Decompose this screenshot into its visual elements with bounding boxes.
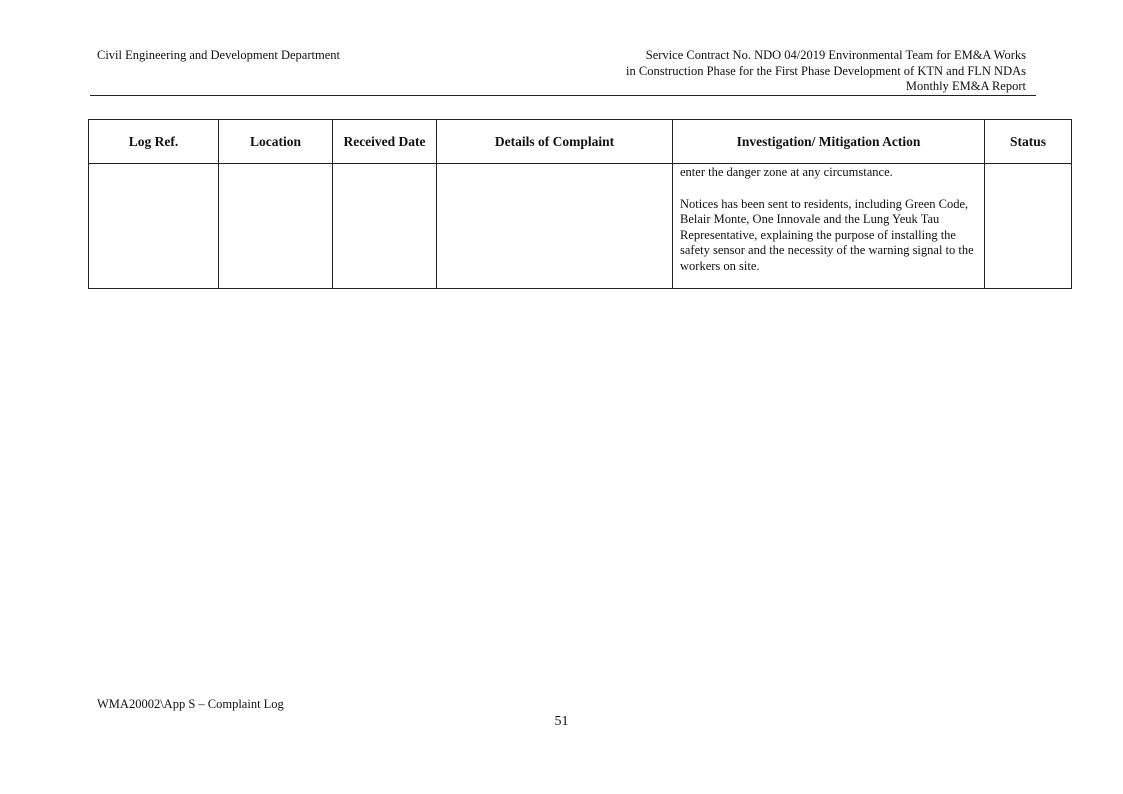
cell-status: [985, 164, 1072, 289]
table-header-row: [89, 120, 1072, 164]
header-contract-info: [626, 48, 1026, 95]
column-header-action: Investigation/ Mitigation Action: [673, 120, 985, 164]
column-header-received-date: Received Date: [333, 120, 437, 164]
page-number: 51: [554, 714, 569, 729]
cell-log-ref: [89, 164, 219, 289]
header-divider: [90, 95, 1036, 96]
header-contract-line-1: Service Contract No. NDO 04/2019 Environmental Team for EM&A Works: [645, 48, 1026, 62]
column-header-status: Status: [985, 120, 1072, 164]
cell-details: [437, 164, 673, 289]
header-contract-line-2: in Construction Phase for the First Phase Development of KTN and FLN NDAs: [626, 63, 1026, 78]
header-report-title: Monthly EM&A Report: [905, 79, 1026, 93]
cell-action: [673, 164, 985, 289]
action-paragraph-1: enter the danger zone at any circumstance.: [680, 165, 893, 179]
footer-reference: WMA20002\App S – Complaint Log: [97, 697, 284, 711]
cell-received-date: [333, 164, 437, 289]
header-department: Civil Engineering and Development Department: [97, 48, 340, 62]
action-paragraph-2: Notices has been sent to residents, including Green Code, Belair Monte, One Innovale and the Lung Yeuk Tau Representative, explaining the purpose of installing the safety sensor and the necessity of the warning signal to the workers on site.: [680, 196, 974, 273]
column-header-location: Location: [219, 120, 333, 164]
column-header-log-ref: Log Ref.: [89, 120, 219, 164]
table-row: [89, 164, 1072, 289]
complaint-log-table: [88, 119, 1072, 289]
column-header-details: Details of Complaint: [437, 120, 673, 164]
cell-location: [219, 164, 333, 289]
